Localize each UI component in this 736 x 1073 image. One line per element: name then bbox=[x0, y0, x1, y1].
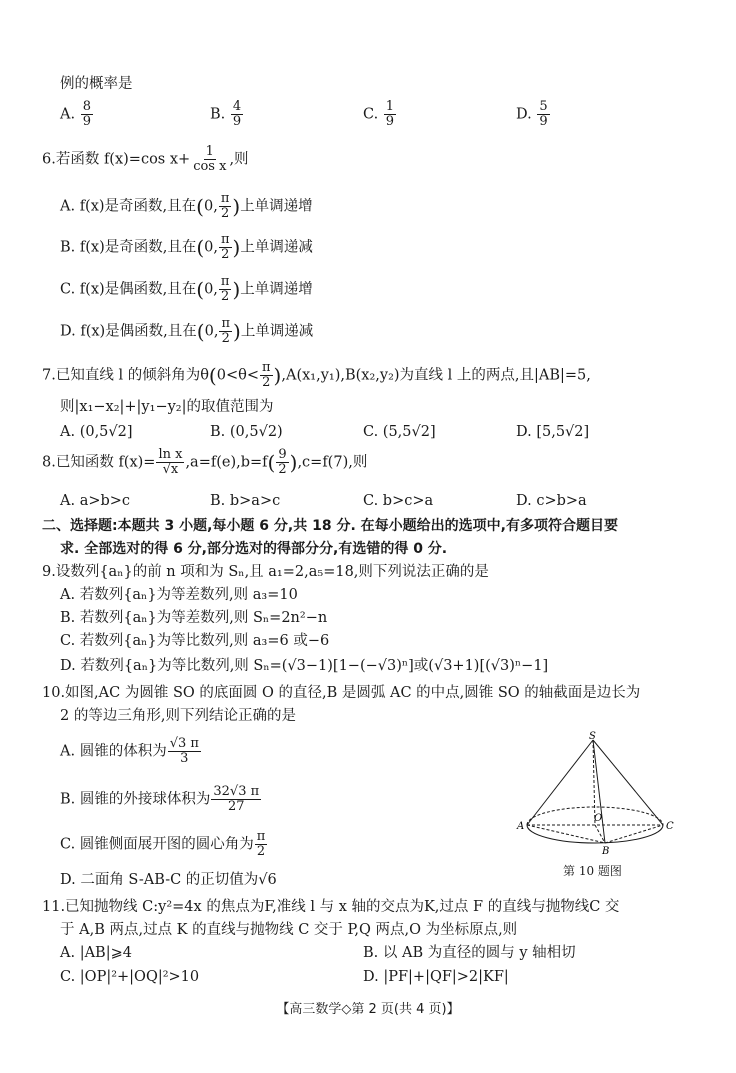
q11-option-b: B. 以 AB 为直径的圆与 y 轴相切 bbox=[363, 945, 576, 961]
q5-option-b: B. $\frac{4}{9}$ bbox=[210, 99, 242, 129]
q9-option-b: B. 若数列{aₙ}为等差数列,则 Sₙ=2n²−n bbox=[60, 610, 328, 626]
q8-option-a: A. a>b>c bbox=[60, 493, 131, 509]
label-b: B bbox=[602, 846, 610, 855]
label-c: C bbox=[666, 821, 674, 832]
q6-option-d: D. f(x)是偶函数,且在(0, $\frac{\pi}{2}$ )上单调递减 bbox=[60, 316, 314, 346]
q10-option-a: A. 圆锥的体积为 $\frac{√3 \pi}{3}$ bbox=[60, 736, 199, 766]
cone-figure bbox=[515, 730, 675, 855]
segment-ab bbox=[527, 825, 605, 843]
q9-option-a: A. 若数列{aₙ}为等差数列,则 a₃=10 bbox=[60, 587, 298, 603]
q7-option-a: A. (0,5√2] bbox=[60, 424, 133, 440]
section2-heading-line2: 求. 全部选对的得 6 分,部分选对的得部分分,有选错的得 0 分. bbox=[60, 541, 448, 557]
q9-option-c: C. 若数列{aₙ}为等比数列,则 a₃=6 或−6 bbox=[60, 633, 330, 649]
q8-stem: 8.已知函数 f(x)= $\frac{\text{ln x}}{√x}$ ,a=f(e),b=f( $\frac{9}{2}$ ),c=f(7),则 bbox=[42, 447, 368, 477]
q5-stem-tail: 例的概率是 bbox=[60, 76, 133, 92]
q10-option-b: B. 圆锥的外接球体积为 $\frac{32√3 \pi}{27}$ bbox=[60, 784, 260, 814]
label-o: O bbox=[594, 813, 603, 824]
q7-option-d: D. [5,5√2] bbox=[516, 424, 590, 440]
section2-heading-line1: 二、选择题:本题共 3 小题,每小题 6 分,共 18 分. 在每小题给出的选项中,有多项符合题目要 bbox=[42, 518, 618, 534]
q7-stem-line1: 7.已知直线 l 的倾斜角为θ(0<θ< $\frac{\pi}{2}$ ),A(x₁,y₁),B(x₂,y₂)为直线 l 上的两点,且|AB|=5, bbox=[42, 360, 591, 390]
q5-option-d: D. $\frac{5}{9}$ bbox=[516, 99, 548, 129]
q8-option-c: C. b>c>a bbox=[363, 493, 434, 509]
q6-stem: 6.若函数 f(x)=cos x+ $\frac{1}{\text{cos x}}$ ,则 bbox=[42, 144, 249, 174]
q11-stem-line1: 11.已知抛物线 C:y²=4x 的焦点为F,准线 l 与 x 轴的交点为K,过点 F 的直线与抛物线C 交 bbox=[42, 899, 620, 915]
q10-option-d: D. 二面角 S-AB-C 的正切值为√6 bbox=[60, 872, 277, 888]
q11-option-a: A. |AB|⩾4 bbox=[60, 945, 132, 961]
q10-stem-line2: 2 的等边三角形,则下列结论正确的是 bbox=[60, 708, 296, 724]
edge-sa bbox=[527, 740, 593, 825]
q11-stem-line2: 于 A,B 两点,过点 K 的直线与抛物线 C 交于 P,Q 两点,O 为坐标原点,则 bbox=[60, 922, 518, 938]
q7-option-c: C. (5,5√2] bbox=[363, 424, 436, 440]
q7-option-b: B. (0,5√2) bbox=[210, 424, 283, 440]
q11-option-d: D. |PF|+|QF|>2|KF| bbox=[363, 969, 509, 985]
q6-option-c: C. f(x)是偶函数,且在(0, $\frac{\pi}{2}$ )上单调递增 bbox=[60, 274, 313, 304]
cone-base-front bbox=[527, 825, 663, 843]
q9-option-d: D. 若数列{aₙ}为等比数列,则 Sₙ=(√3−1)[1−(−√3)ⁿ]或(√3+1)[(√3)ⁿ−1] bbox=[60, 658, 549, 674]
figure-caption: 第 10 题图 bbox=[563, 864, 622, 878]
page-footer: 【高三数学◇第 2 页(共 4 页)】 bbox=[276, 1002, 460, 1017]
q9-stem: 9.设数列{aₙ}的前 n 项和为 Sₙ,且 a₁=2,a₅=18,则下列说法正确的是 bbox=[42, 564, 489, 580]
q5-option-a: A. $\frac{8}{9}$ bbox=[60, 99, 91, 129]
q5-option-c: C. $\frac{1}{9}$ bbox=[363, 99, 395, 129]
edge-sc bbox=[593, 740, 663, 825]
q8-option-b: B. b>a>c bbox=[210, 493, 281, 509]
q8-option-d: D. c>b>a bbox=[516, 493, 587, 509]
q10-option-c: C. 圆锥侧面展开图的圆心角为 $\frac{\pi}{2}$ bbox=[60, 829, 266, 859]
edge-sb bbox=[593, 740, 605, 843]
q7-stem-line2: 则|x₁−x₂|+|y₁−y₂|的取值范围为 bbox=[60, 399, 274, 415]
q10-stem-line1: 10.如图,AC 为圆锥 SO 的底面圆 O 的直径,B 是圆弧 AC 的中点,圆锥 SO 的轴截面是边长为 bbox=[42, 685, 641, 701]
q6-option-a: A. f(x)是奇函数,且在(0, $\frac{\pi}{2}$ )上单调递增 bbox=[60, 191, 313, 221]
label-a: A bbox=[517, 821, 525, 832]
q6-option-b: B. f(x)是奇函数,且在(0, $\frac{\pi}{2}$ )上单调递减 bbox=[60, 232, 313, 262]
label-s: S bbox=[589, 731, 596, 742]
q11-option-c: C. |OP|²+|OQ|²>10 bbox=[60, 969, 200, 985]
